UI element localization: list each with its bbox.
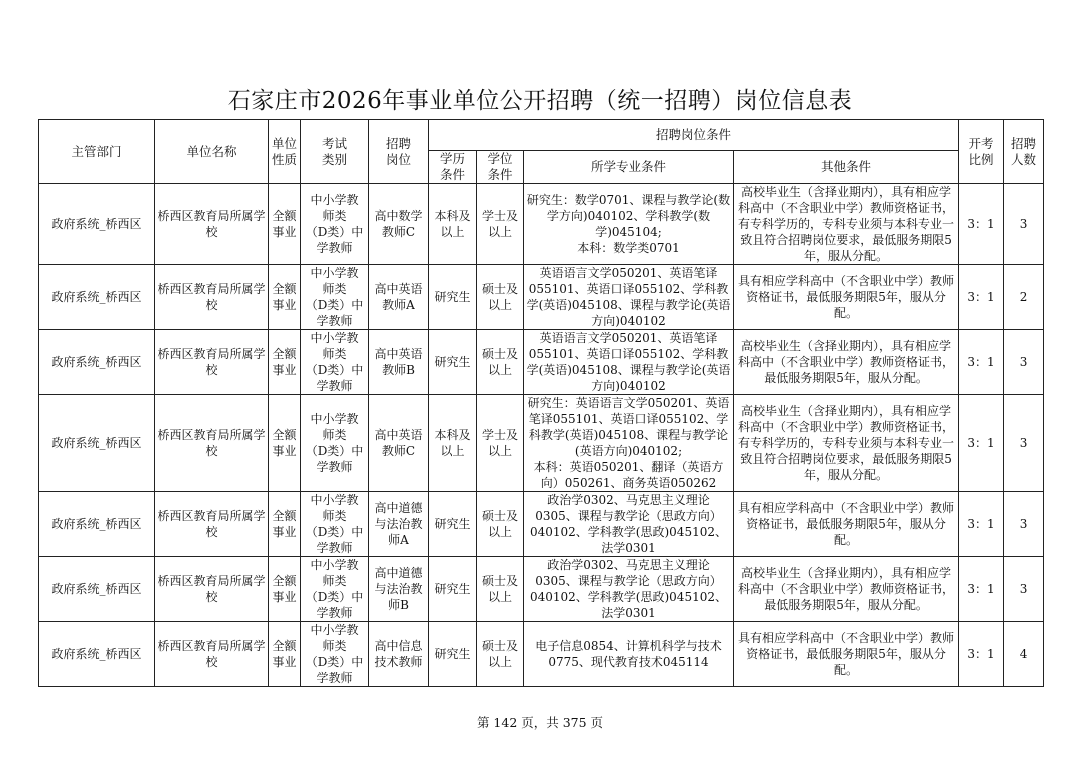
cell-other: 高校毕业生（含择业期内），具有相应学科高中（不含职业中学）教师资格证书，最低服务期限5年，服从分配。 bbox=[734, 557, 959, 622]
cell-ratio: 3：1 bbox=[959, 492, 1004, 557]
cell-post: 高中道德 与法治教 师A bbox=[369, 492, 429, 557]
table-row bbox=[39, 557, 1044, 622]
cell-unit: 桥西区教育局所属学校 bbox=[155, 557, 269, 622]
header-unit: 单位名称 bbox=[155, 120, 269, 184]
cell-major: 政治学0302、马克思主义理论0305、课程与教学论（思政方向）040102、学科教学(思政)045102、法学0301 bbox=[524, 557, 734, 622]
cell-edu: 研究生 bbox=[429, 330, 477, 395]
cell-nature: 全额 事业 bbox=[269, 395, 301, 492]
cell-exam: 中小学教 师类 （D类）中 学教师 bbox=[301, 184, 369, 265]
cell-edu: 研究生 bbox=[429, 557, 477, 622]
cell-count: 2 bbox=[1004, 265, 1044, 330]
cell-major: 英语语言文学050201、英语笔译055101、英语口译055102、学科教学(英语)045108、课程与教学论(英语方向)040102 bbox=[524, 330, 734, 395]
header-major: 所学专业条件 bbox=[524, 151, 734, 184]
header-conditions: 招聘岗位条件 bbox=[429, 120, 959, 151]
cell-ratio: 3：1 bbox=[959, 395, 1004, 492]
cell-degree: 硕士及 以上 bbox=[477, 492, 524, 557]
table-row bbox=[39, 492, 1044, 557]
cell-dept: 政府系统_桥西区 bbox=[39, 492, 155, 557]
header-nature: 单位 性质 bbox=[269, 120, 301, 184]
cell-dept: 政府系统_桥西区 bbox=[39, 557, 155, 622]
cell-degree: 学士及 以上 bbox=[477, 395, 524, 492]
cell-exam: 中小学教 师类 （D类）中 学教师 bbox=[301, 330, 369, 395]
cell-count: 3 bbox=[1004, 395, 1044, 492]
table-row bbox=[39, 265, 1044, 330]
cell-post: 高中英语 教师A bbox=[369, 265, 429, 330]
cell-major: 政治学0302、马克思主义理论0305、课程与教学论（思政方向）040102、学科教学(思政)045102、法学0301 bbox=[524, 492, 734, 557]
cell-other: 高校毕业生（含择业期内），具有相应学科高中（不含职业中学）教师资格证书，最低服务期限5年，服从分配。 bbox=[734, 330, 959, 395]
cell-ratio: 3：1 bbox=[959, 265, 1004, 330]
cell-dept: 政府系统_桥西区 bbox=[39, 395, 155, 492]
table-row bbox=[39, 184, 1044, 265]
cell-ratio: 3：1 bbox=[959, 184, 1004, 265]
table-body bbox=[39, 184, 1044, 687]
table-row bbox=[39, 330, 1044, 395]
cell-post: 高中道德 与法治教 师B bbox=[369, 557, 429, 622]
cell-major: 英语语言文学050201、英语笔译055101、英语口译055102、学科教学(英语)045108、课程与教学论(英语方向)040102 bbox=[524, 265, 734, 330]
cell-other: 高校毕业生（含择业期内），具有相应学科高中（不含职业中学）教师资格证书，有专科学历的，专科专业须与本科专业一致且符合招聘岗位要求，最低服务期限5年，服从分配。 bbox=[734, 184, 959, 265]
cell-other: 具有相应学科高中（不含职业中学）教师资格证书，最低服务期限5年，服从分配。 bbox=[734, 622, 959, 687]
cell-exam: 中小学教 师类 （D类）中 学教师 bbox=[301, 492, 369, 557]
cell-post: 高中英语 教师B bbox=[369, 330, 429, 395]
cell-ratio: 3：1 bbox=[959, 330, 1004, 395]
header-edu: 学历 条件 bbox=[429, 151, 477, 184]
cell-post: 高中信息 技术教师 bbox=[369, 622, 429, 687]
header-row-1 bbox=[39, 120, 1044, 151]
cell-dept: 政府系统_桥西区 bbox=[39, 622, 155, 687]
cell-edu: 研究生 bbox=[429, 622, 477, 687]
cell-other: 高校毕业生（含择业期内），具有相应学科高中（不含职业中学）教师资格证书，有专科学历的，专科专业须与本科专业一致且符合招聘岗位要求，最低服务期限5年，服从分配。 bbox=[734, 395, 959, 492]
cell-nature: 全额 事业 bbox=[269, 557, 301, 622]
cell-degree: 硕士及 以上 bbox=[477, 557, 524, 622]
cell-other: 具有相应学科高中（不含职业中学）教师资格证书，最低服务期限5年，服从分配。 bbox=[734, 265, 959, 330]
cell-nature: 全额 事业 bbox=[269, 184, 301, 265]
cell-dept: 政府系统_桥西区 bbox=[39, 184, 155, 265]
cell-degree: 硕士及 以上 bbox=[477, 265, 524, 330]
cell-other: 具有相应学科高中（不含职业中学）教师资格证书，最低服务期限5年，服从分配。 bbox=[734, 492, 959, 557]
cell-edu: 本科及 以上 bbox=[429, 184, 477, 265]
header-degree: 学位 条件 bbox=[477, 151, 524, 184]
cell-count: 4 bbox=[1004, 622, 1044, 687]
cell-count: 3 bbox=[1004, 330, 1044, 395]
header-post: 招聘 岗位 bbox=[369, 120, 429, 184]
cell-exam: 中小学教 师类 （D类）中 学教师 bbox=[301, 622, 369, 687]
cell-dept: 政府系统_桥西区 bbox=[39, 265, 155, 330]
header-count: 招聘 人数 bbox=[1004, 120, 1044, 184]
header-exam: 考试 类别 bbox=[301, 120, 369, 184]
header-other: 其他条件 bbox=[734, 151, 959, 184]
cell-ratio: 3：1 bbox=[959, 557, 1004, 622]
cell-count: 3 bbox=[1004, 184, 1044, 265]
cell-nature: 全额 事业 bbox=[269, 622, 301, 687]
cell-edu: 本科及 以上 bbox=[429, 395, 477, 492]
cell-degree: 硕士及 以上 bbox=[477, 622, 524, 687]
cell-degree: 硕士及 以上 bbox=[477, 330, 524, 395]
cell-edu: 研究生 bbox=[429, 265, 477, 330]
cell-count: 3 bbox=[1004, 492, 1044, 557]
cell-post: 高中英语 教师C bbox=[369, 395, 429, 492]
cell-unit: 桥西区教育局所属学校 bbox=[155, 622, 269, 687]
cell-nature: 全额 事业 bbox=[269, 265, 301, 330]
cell-post: 高中数学 教师C bbox=[369, 184, 429, 265]
page-footer: 第 142 页，共 375 页 bbox=[476, 715, 604, 730]
cell-unit: 桥西区教育局所属学校 bbox=[155, 330, 269, 395]
cell-unit: 桥西区教育局所属学校 bbox=[155, 395, 269, 492]
cell-exam: 中小学教 师类 （D类）中 学教师 bbox=[301, 265, 369, 330]
header-dept: 主管部门 bbox=[39, 120, 155, 184]
cell-count: 3 bbox=[1004, 557, 1044, 622]
table-row bbox=[39, 622, 1044, 687]
header-ratio: 开考 比例 bbox=[959, 120, 1004, 184]
cell-ratio: 3：1 bbox=[959, 622, 1004, 687]
cell-major: 研究生：数学0701、课程与教学论(数学方向)040102、学科教学(数学)045104; 本科：数学类0701 bbox=[524, 184, 734, 265]
cell-unit: 桥西区教育局所属学校 bbox=[155, 184, 269, 265]
table-row bbox=[39, 395, 1044, 492]
cell-unit: 桥西区教育局所属学校 bbox=[155, 265, 269, 330]
cell-major: 研究生：英语语言文学050201、英语笔译055101、英语口译055102、学科教学(英语)045108、课程与教学论(英语方向)040102; 本科：英语050201、翻译（英语方向）050261、商务英语050262 bbox=[524, 395, 734, 492]
cell-exam: 中小学教 师类 （D类）中 学教师 bbox=[301, 395, 369, 492]
cell-major: 电子信息0854、计算机科学与技术0775、现代教育技术045114 bbox=[524, 622, 734, 687]
cell-exam: 中小学教 师类 （D类）中 学教师 bbox=[301, 557, 369, 622]
recruitment-table bbox=[38, 119, 1044, 687]
page-title: 石家庄市2026年事业单位公开招聘（统一招聘）岗位信息表 bbox=[227, 88, 853, 114]
cell-edu: 研究生 bbox=[429, 492, 477, 557]
cell-nature: 全额 事业 bbox=[269, 330, 301, 395]
cell-nature: 全额 事业 bbox=[269, 492, 301, 557]
cell-dept: 政府系统_桥西区 bbox=[39, 330, 155, 395]
cell-degree: 学士及 以上 bbox=[477, 184, 524, 265]
cell-unit: 桥西区教育局所属学校 bbox=[155, 492, 269, 557]
